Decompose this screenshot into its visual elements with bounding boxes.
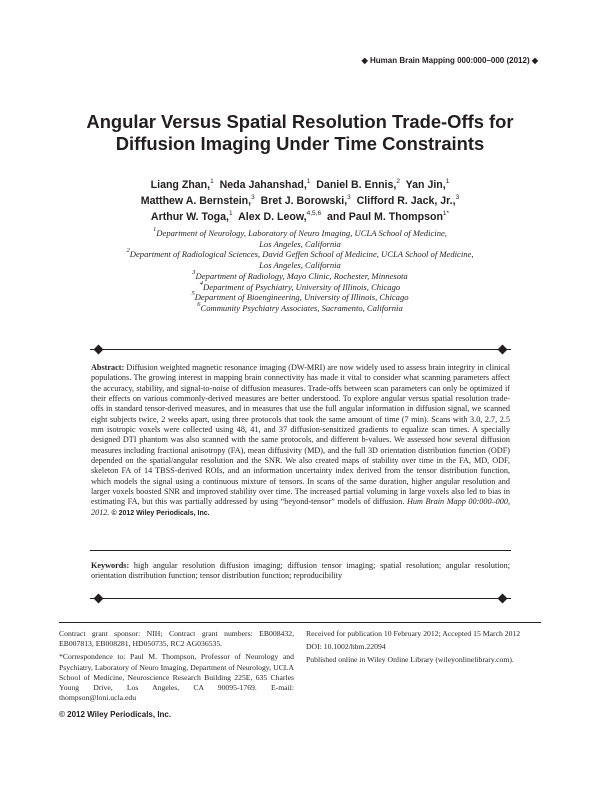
author-list [90,177,510,225]
affiliation-text: Department of Neurology, Laboratory of Neuro Imaging, UCLA School of Medicine, [156,228,447,238]
affiliation-sup: 4 [199,279,204,287]
keywords-bottom-rule [90,598,511,599]
affiliation-1-cont: Los Angeles, California [259,238,341,249]
abstract-bottom-rule [90,550,511,551]
affiliation-6 [70,300,530,314]
diamond-icon [498,594,508,604]
diamond-icon [94,594,104,604]
author-affil-sup: 3 [251,194,255,201]
affiliations [70,228,530,314]
published-note: Published online in Wiley Online Library (wileyonlinelibrary.com). [306,655,514,665]
affiliation-sup: 1 [153,226,157,233]
diamond-icon [498,345,508,355]
keywords [91,561,510,582]
running-head [362,56,538,65]
footnotes-left [59,629,294,706]
author-affil-sup: 1 [306,178,311,185]
doi-note: DOI: 10.1002/hbm.22094 [306,642,386,652]
affiliation-text: Community Psychiatry Associates, Sacramento, California [200,302,403,313]
affiliation-4 [70,279,530,293]
title-line-1: Angular Versus Spatial Resolution Trade-Offs for [86,111,514,132]
grant-note: Contract grant sponsor: NIH; Contract grant numbers: EB008432, EB007813, EB008281, HD050735, RC2 AG036535. [59,629,294,649]
abstract-body: Diffusion weighted magnetic resonance imaging (DW-MRI) are now widely used to assess brain integrity in clinical populations. The growing interest in mapping brain connectivity has made it vital to consider what scanning parameters affect the accuracy, stability, and signal-to-noise of diffusion measures. Trade-offs between scan parameters can only be optimized if their effects on various commonly-derived measures are better understood. To explore angular versus spatial resolution trade-offs in standard tensor-derived measures, and in measures that use the full angular information in diffusion signal, we scanned eight subjects twice, 2 weeks apart, using three protocols that took the same amount of time (7 min). Scans with 3.0, 2.7, 2.5 mm isotropic voxels were collected using 48, 41, and 37 diffusion-sensitized gradients to equalize scan times. A specially designed DTI phantom was also scanned with the same protocols, and different b-values. We assessed how several diffusion measures including fractional anisotropy (FA), mean diffusivity (MD), and the full 3D orientation distribution function (ODF) depended on the spatial/angular resolution and the SNR. We also created maps of stability over time in the FA, MD, ODF, skeleton FA of 14 TBSS-derived ROIs, and an information uncertainty index derived from the tensor distribution function, which models the signal using a continuous mixture of tensors. In scans of the same duration, higher angular resolution and larger voxels boosted SNR and improved stability over time. The increased partial voluming in large voxels also led to bias in estimating FA, but this was partially addressed by using “beyond-tensor” models of diffusion. [91,363,511,507]
affiliation-1 [70,228,530,239]
affiliation-sup: 2 [126,247,130,255]
abstract-top-rule [90,349,511,350]
diamond-icon [94,345,104,355]
author-affil-sup: 1 [229,210,233,217]
article-title [60,111,540,155]
author-line-2 [90,193,510,209]
author-affil-sup: 1 [210,178,214,185]
author: Bret J. Borowski, [260,195,348,207]
author-affil-sup: 3 [347,194,351,201]
affiliation-2-cont: Los Angeles, California [259,260,341,271]
author: Alex D. Leow, [238,211,307,223]
abstract [91,363,510,519]
affiliation-sup: 3 [192,268,196,276]
author-affil-sup: 2 [396,178,400,185]
affiliation-5 [70,292,530,303]
author-affil-sup: 1* [442,210,450,217]
correspondence-note: *Correspondence to: Paul M. Thompson, Professor of Neurology and Psychiatry, Laboratory of Neuro Imaging, Department of Neurology, UCLA School of Medicine, Neuroscience Research Building 225E, 635 Charles Young Drive, Los Angeles, CA 90095-1769. E-mail: thompson@loni.ucla.edu [59,652,294,703]
affiliation-text: Department of Bioengineering, University of Illinois, Chicago [194,292,409,303]
affiliation-3 [70,268,530,282]
author-affil-sup: 3 [455,194,460,201]
author: and Paul M. Thompson [326,211,443,223]
affiliation-text: Department of Radiology, Mayo Clinic, Rochester, Minnesota [195,270,408,281]
affiliation-sup: 5 [191,290,195,298]
footnotes-right [306,629,541,669]
title-line-2: Diffusion Imaging Under Time Constraints [115,133,485,154]
author: Yan Jin, [405,179,446,191]
affiliation-text: Department of Psychiatry, University of Illinois, Chicago [203,281,401,292]
author: Neda Jahanshad, [219,179,307,191]
received-note: Received for publication 10 February 2012; Accepted 15 March 2012 [306,629,521,638]
journal-citation: Human Brain Mapping 000:000–000 (2012) [369,56,530,65]
author-affil-sup: 4,5,6 [306,210,322,217]
abstract-citation: Hum Brain Mapp 00:000–000, 2012. [91,497,510,517]
keywords-text: high angular resolution diffusion imaging; diffusion tensor imaging; spatial resolution; angular resolution; orientation distribution function; tensor distribution function; reproducibility [91,561,511,581]
author-line-1 [90,177,510,193]
affiliation-2 [70,249,530,260]
author: Liang Zhan, [150,179,211,191]
abstract-copyright: © 2012 Wiley Periodicals, Inc. [111,509,210,517]
author: Clifford R. Jack, Jr., [356,195,456,207]
author-line-3 [90,209,510,225]
affiliation-text: Department of Radiological Sciences, David Geffen School of Medicine, UCLA School of Medicine, [129,249,474,260]
page-copyright: © 2012 Wiley Periodicals, Inc. [59,710,172,719]
diamond-icon: ◆ [531,56,538,65]
footnote-rule [59,622,541,623]
author: Daniel B. Ennis, [316,179,397,191]
abstract-label: Abstract: [91,363,125,372]
author: Matthew A. Bernstein, [140,195,252,207]
affiliation-sup: 6 [197,300,201,308]
diamond-icon: ◆ [361,56,368,65]
author: Arthur W. Toga, [150,211,229,223]
keywords-label: Keywords: [91,561,130,570]
author-affil-sup: 1 [445,178,450,185]
